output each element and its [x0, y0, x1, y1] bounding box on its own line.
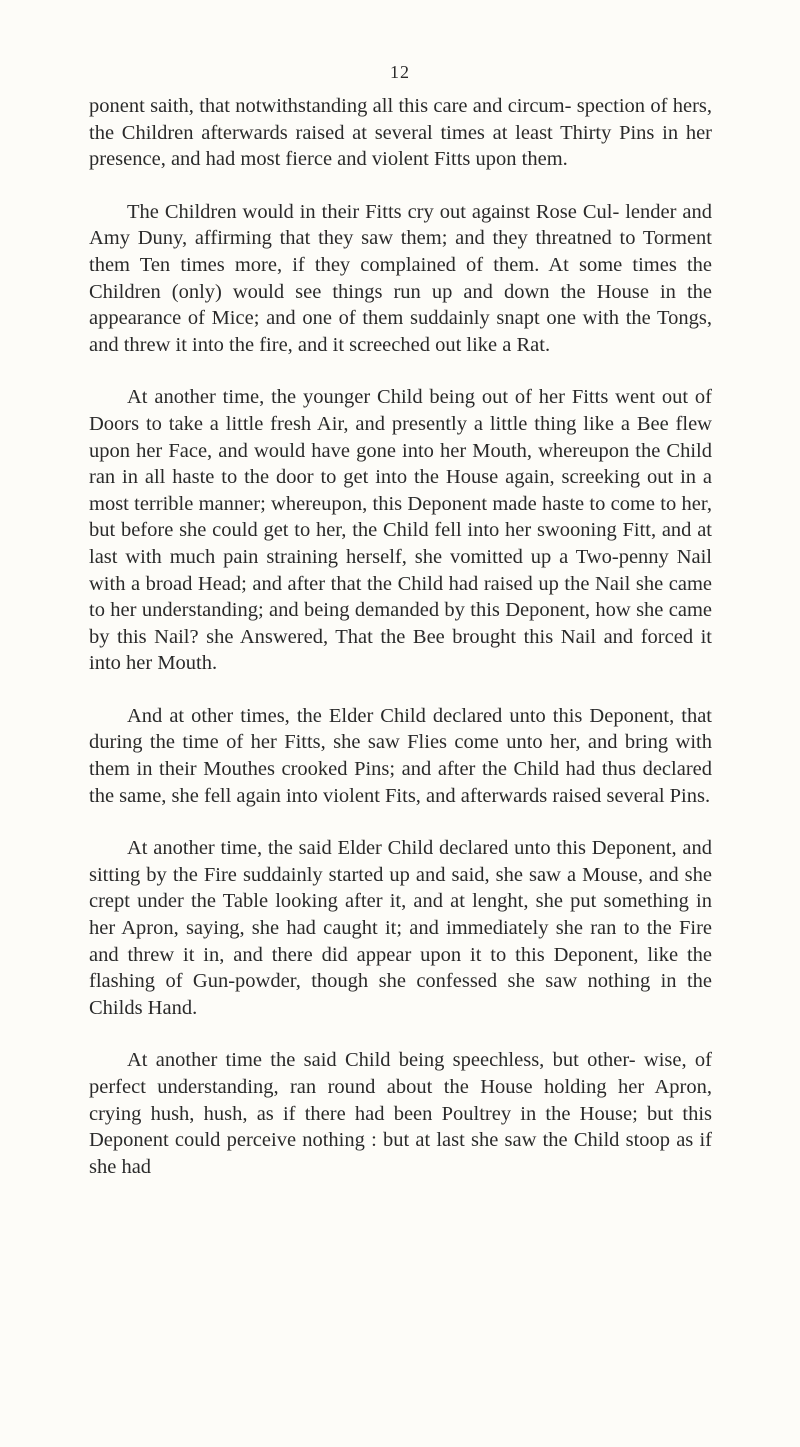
- paragraph-bee-nail: At another time, the younger Child being out of her Fitts went out of Doors to take a little fresh Air, and presently a little thing like a Bee flew upon her Face, and would have gone into her Mouth, whereupon the Child ran in all haste to the door to get into the House again, screeking out in a most terrible manner; whereupon, this Deponent made haste to come to her, but before she could get to her, the Child fell into her swooning Fitt, and at last with much pain straining herself, she vomitted up a Two-penny Nail with a broad Head; and after that the Child had raised up the Nail she came to her understanding; and being demanded by this Deponent, how she came by this Nail? she Answered, That the Bee brought this Nail and forced it into her Mouth.: [89, 386, 712, 675]
- paragraph-children-fitts: The Children would in their Fitts cry out against Rose Cul- lender and Amy Duny, affirming that they saw them; and they threatned to Torment them Ten times more, if they complained of them. At some times the Children (only) would see things run up and down the House in the appearance of Mice; and one of them suddainly snapt one with the Tongs, and threw it into the fire, and it screeched out like a Rat.: [89, 200, 712, 356]
- paragraph-speechless-child: At another time the said Child being speechless, but other- wise, of perfect understanding, ran round about the House holding her Apron, crying hush, hush, as if there had been Poultrey in the House; but this Deponent could perceive nothing : but at last she saw the Child stoop as if she had: [89, 1049, 712, 1178]
- body-text: [89, 93, 712, 1206]
- paragraph-mouse-fire: At another time, the said Elder Child declared unto this Deponent, and sitting by the Fire suddainly started up and said, she saw a Mouse, and she crept under the Table looking after it, and at lenght, she put something in her Apron, saying, she had caught it; and immediately she ran to the Fire and threw it in, and there did appear upon it to this Deponent, like the flashing of Gun-powder, though she confessed she saw nothing in the Childs Hand.: [89, 837, 712, 1019]
- paragraph-continuation: ponent saith, that notwithstanding all this care and circum- spection of hers, the Children afterwards raised at several times at least Thirty Pins in her presence, and had most fierce and violent Fitts upon them.: [89, 95, 712, 171]
- page-number: 12: [390, 62, 410, 82]
- paragraph-flies-pins: And at other times, the Elder Child declared unto this Deponent, that during the time of her Fitts, she saw Flies come unto her, and bring with them in their Mouthes crooked Pins; and after the Child had thus declared the same, she fell again into violent Fits, and afterwards raised several Pins.: [89, 704, 712, 807]
